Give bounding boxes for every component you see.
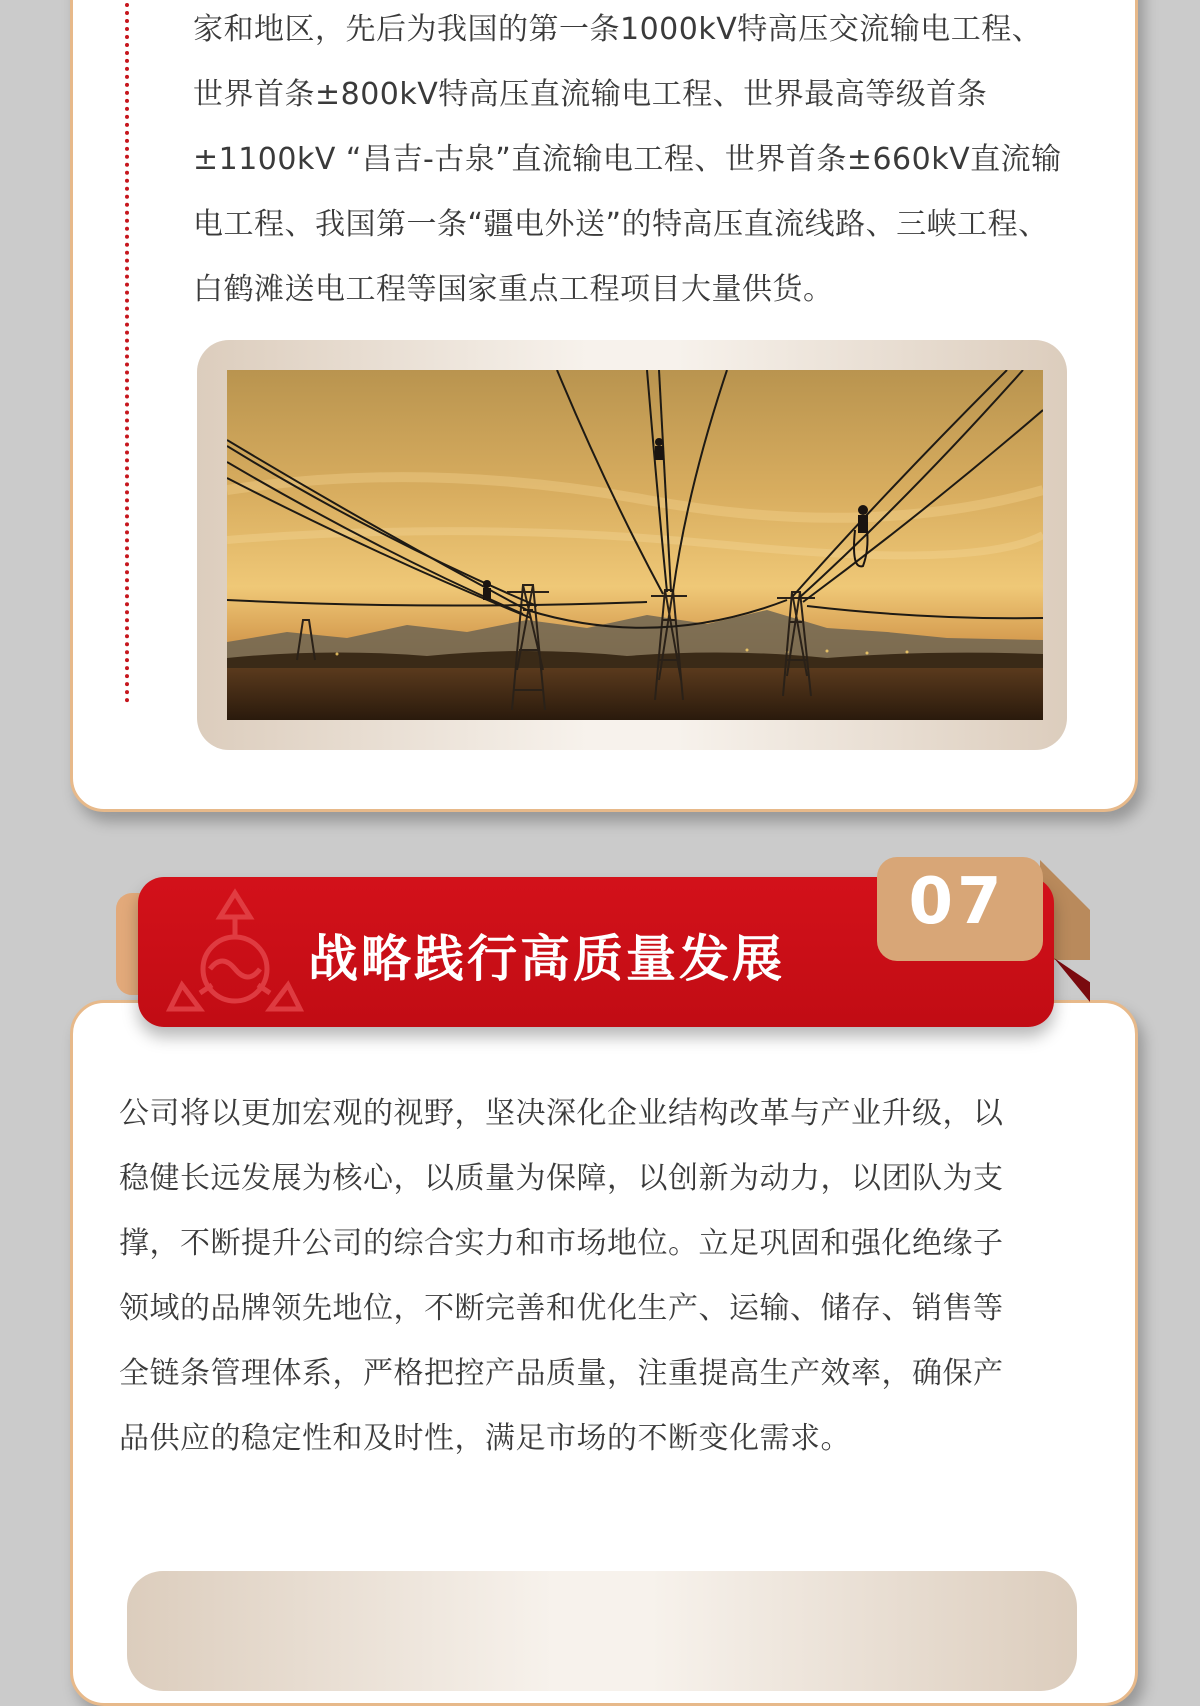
content-card xyxy=(70,0,1138,812)
text-line: ±1100kV “昌吉-古泉”直流输电工程、世界首条±660kV直流输 xyxy=(193,142,1062,177)
text-line: 白鹤滩送电工程等国家重点工程项目大量供货。 xyxy=(193,272,834,307)
section-number-tag xyxy=(877,857,1043,961)
power-line-workers-photo xyxy=(227,370,1043,720)
paragraph xyxy=(193,0,1113,322)
paragraph xyxy=(119,1081,1079,1471)
text-line: 电工程、我国第一条“疆电外送”的特高压直流线路、三峡工程、 xyxy=(193,207,1049,242)
text-line: 公司将以更加宏观的视野，坚决深化企业结构改革与产业升级，以 xyxy=(119,1096,1004,1131)
dotted-divider xyxy=(125,3,129,703)
text-line: 世界首条±800kV特高压直流输电工程、世界最高等级首条 xyxy=(193,77,988,112)
text-line: 家和地区，先后为我国的第一条1000kV特高压交流输电工程、 xyxy=(193,12,1043,47)
photo-frame xyxy=(197,340,1067,750)
section-card xyxy=(70,1000,1138,1706)
text-line: 撑，不断提升公司的综合实力和市场地位。立足巩固和强化绝缘子 xyxy=(119,1226,1004,1261)
number-tag-fold xyxy=(1054,958,1090,1002)
text-line: 全链条管理体系，严格把控产品质量，注重提高生产效率，确保产 xyxy=(119,1356,1004,1391)
photo-frame xyxy=(127,1571,1077,1691)
text-line: 稳健长远发展为核心，以质量为保障，以创新为动力，以团队为支 xyxy=(119,1161,1004,1196)
text-line: 品供应的稳定性和及时性，满足市场的不断变化需求。 xyxy=(119,1421,851,1456)
section-number: 07 xyxy=(908,865,1006,939)
section-title: 战略践行高质量发展 xyxy=(308,930,785,988)
company-logo-icon xyxy=(160,881,310,1021)
text-line: 领域的品牌领先地位，不断完善和优化生产、运输、储存、销售等 xyxy=(119,1291,1004,1326)
